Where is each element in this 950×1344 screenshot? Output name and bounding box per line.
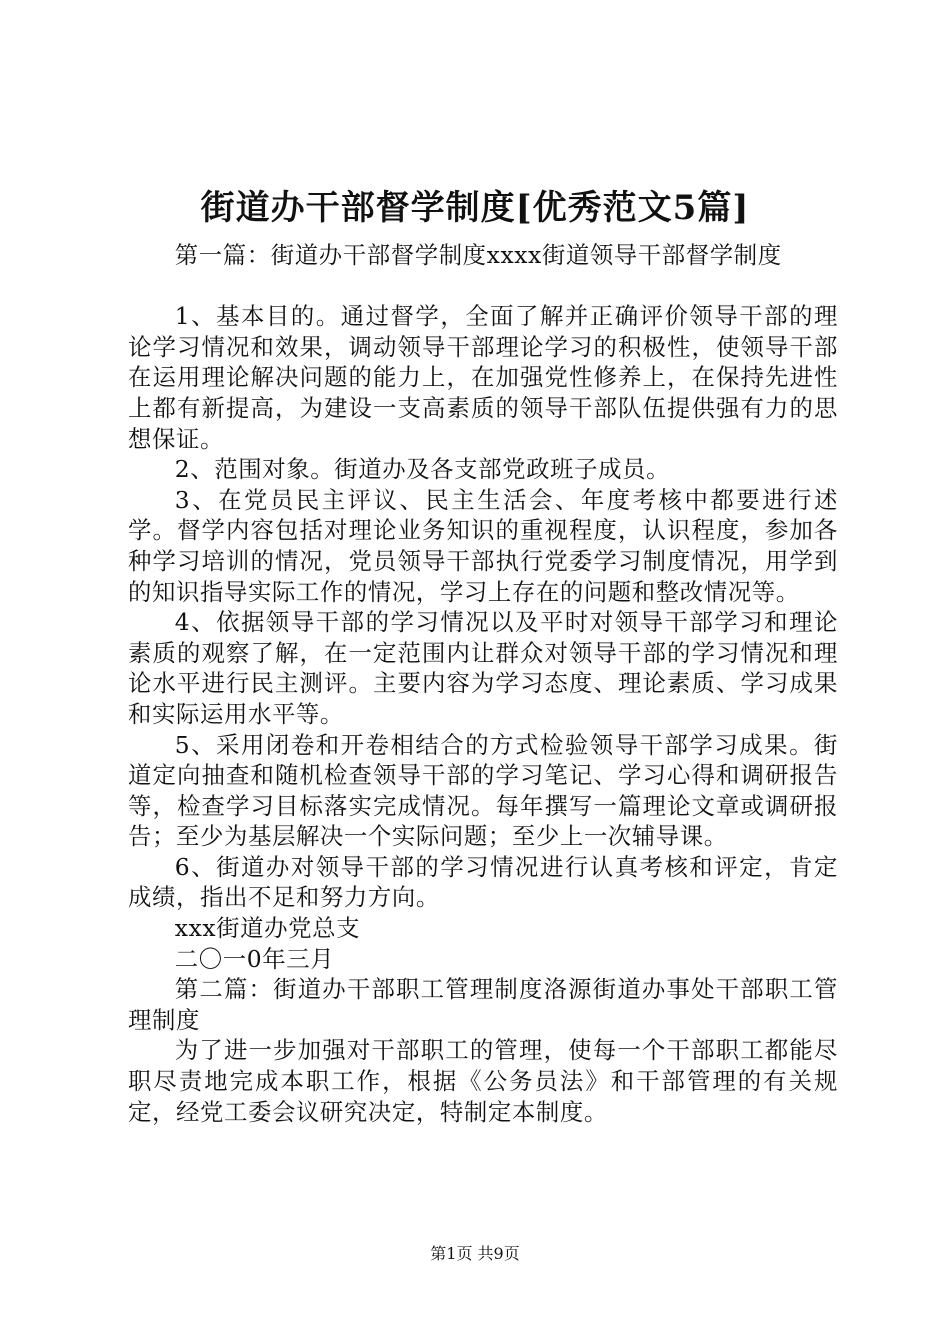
blank-line — [128, 271, 838, 302]
signature-date: 二〇一0年三月 — [174, 944, 335, 973]
document-title: 街道办干部督学制度[优秀范文5篇] — [200, 188, 750, 228]
paragraph-item-2: 2、范围对象。街道办及各支部党政班子成员。 — [174, 455, 671, 484]
document-body — [128, 240, 838, 1127]
paragraph-intro: 为了进一步加强对干部职工的管理，使每一个干部职工都能尽职尽责地完成本职工作，根据《公务员法》和干部管理的有关规定，经党工委会议研究决定，特制定本制度。 — [128, 1036, 838, 1126]
paragraph-item-4: 4、依据领导干部的学习情况以及平时对领导干部学习和理论素质的观察了解，在一定范围内让群众对领导干部的学习情况和理论水平进行民主测评。主要内容为学习态度、理论素质、学习成果和实际运用水平等。 — [128, 608, 838, 728]
paragraph-item-3: 3、在党员民主评议、民主生活会、年度考核中都要进行述学。督学内容包括对理论业务知识的重视程度，认识程度，参加各种学习培训的情况，党员领导干部执行党委学习制度情况，用学到的知识指导实际工作的情况，学习上存在的问题和整改情况等。 — [128, 485, 838, 606]
signature-organization: xxx街道办党总支 — [174, 914, 361, 943]
paragraph-item-1: 1、基本目的。通过督学，全面了解并正确评价领导干部的理论学习情况和效果，调动领导干部理论学习的积极性，使领导干部在运用理论解决问题的能力上，在加强党性修养上，在保持先进性上都有新提高，为建设一支高素质的领导干部队伍提供强有力的思想保证。 — [128, 302, 838, 453]
paragraph-item-6: 6、街道办对领导干部的学习情况进行认真考核和评定，肯定成绩，指出不足和努力方向。 — [128, 852, 838, 912]
page-number: 第1页 共9页 — [430, 1244, 520, 1263]
section-heading-1: 第一篇：街道办干部督学制度xxxx街道领导干部督学制度 — [174, 241, 782, 269]
paragraph-item-5: 5、采用闭卷和开卷相结合的方式检验领导干部学习成果。街道定向抽查和随机检查领导干部的学习笔记、学习心得和调研报告等，检查学习目标落实完成情况。每年撰写一篇理论文章或调研报告；至少为基层解决一个实际问题；至少上一次辅导课。 — [128, 730, 838, 851]
section-heading-2: 第二篇：街道办干部职工管理制度洛源街道办事处干部职工管理制度 — [128, 975, 838, 1034]
